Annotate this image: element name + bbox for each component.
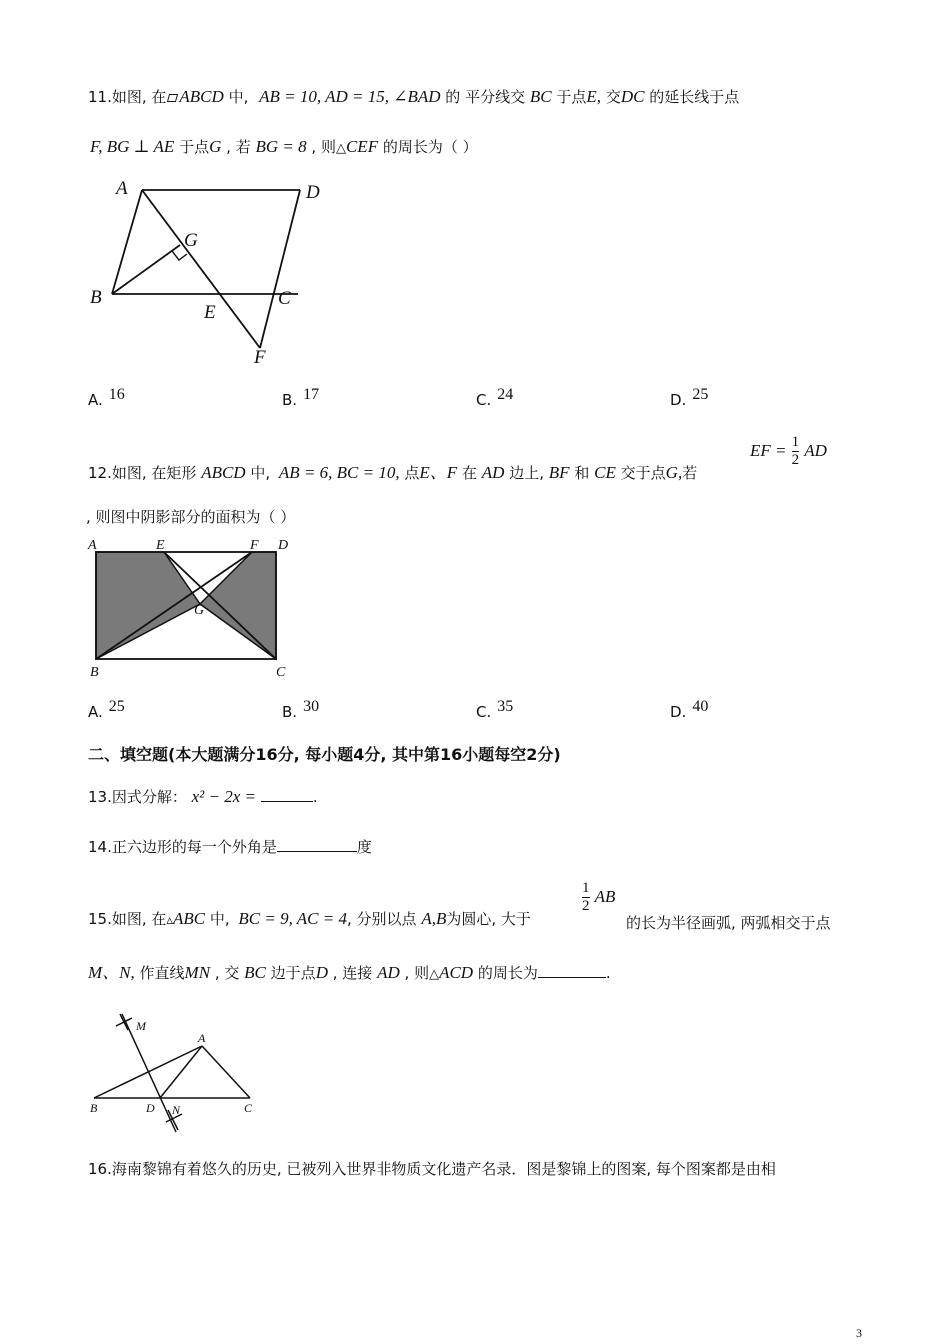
q12-line2: , 则图中阴影部分的面积为（ ）: [86, 508, 296, 526]
triangle-icon: △: [429, 967, 440, 982]
q11-option-a[interactable]: A. 16: [88, 386, 125, 409]
q12-label-b: B: [90, 665, 99, 680]
q12-figure: [84, 534, 304, 684]
q15-label-a: A: [198, 1031, 206, 1045]
q12-label-a: A: [88, 538, 97, 553]
q15-line1: 15.如图, 在▵ABC 中, BC = 9, AC = 4, 分别以点 A,B为圆心, 大于: [88, 909, 531, 928]
q12-label-c: C: [276, 665, 286, 680]
q12-label-d: D: [278, 538, 289, 553]
q11-label-d: D: [306, 182, 320, 203]
q12-ef-formula: EF = $\frac{1}{2}$ AD: [750, 434, 827, 468]
fraction-half: $\frac{1}{2}$: [791, 434, 800, 468]
q11-figure: [80, 172, 340, 372]
q15-line1-rest: 的长为半径画弧, 两弧相交于点: [626, 914, 831, 932]
q15-label-m: M: [136, 1019, 146, 1033]
fraction-half: $\frac{1}{2}$: [582, 880, 590, 914]
parallelogram-icon: [167, 94, 178, 102]
section-heading: 二、填空题(本大题满分16分, 每小题4分, 其中第16小题每空2分): [88, 745, 561, 764]
q12-label-f: F: [250, 538, 259, 553]
q11-text: 11.如图, 在: [88, 88, 167, 106]
q11-option-b[interactable]: B. 17: [282, 386, 320, 409]
q12-option-a[interactable]: A. 25: [88, 698, 125, 721]
q11-option-c[interactable]: C. 24: [476, 386, 514, 409]
triangle-icon: △: [335, 141, 346, 156]
q14-answer-blank[interactable]: [277, 851, 357, 852]
q15-answer-blank[interactable]: [538, 977, 606, 978]
q12-line1: 12.如图, 在矩形 ABCD 中, AB = 6, BC = 10, 点E、F 在 AD 边上, BF 和 CE 交于点G,若: [88, 463, 698, 482]
q14: 14.正六边形的每一个外角是 度: [88, 838, 372, 856]
q11-label-e: E: [204, 302, 216, 323]
q16: 16.海南黎锦有着悠久的历史, 已被列入世界非物质文化遗产名录．图是黎锦上的图案, 每个图案都是由相: [88, 1160, 776, 1178]
q12-label-g: G: [194, 603, 205, 618]
q15-label-c: C: [244, 1101, 253, 1115]
q13: 13.因式分解： x² − 2x = .: [88, 787, 318, 806]
q11-line1: 11.如图, 在 ABCD 中, AB = 10, AD = 15, ∠BAD 的 平分线交 BC 于点E, 交DC 的延长线于点: [88, 87, 740, 106]
q15-label-b: B: [90, 1101, 98, 1115]
q15-label-d: D: [146, 1101, 155, 1115]
q11-label-c: C: [278, 288, 291, 309]
triangle-icon: ▵: [166, 913, 173, 928]
q11-option-d[interactable]: D. 25: [670, 386, 709, 409]
q11-label-f: F: [254, 347, 266, 368]
q11-label-g: G: [184, 230, 198, 251]
q12-label-e: E: [156, 538, 165, 553]
q11-line2: F, BG ⊥ AE 于点G , 若 BG = 8 , 则△CEF 的周长为（ ）: [90, 137, 478, 156]
q12-option-d[interactable]: D. 40: [670, 698, 709, 721]
page-number: 3: [856, 1326, 862, 1340]
q15-label-n: N: [172, 1103, 181, 1117]
q11-label-a: A: [116, 178, 128, 199]
q15-figure: [84, 1004, 274, 1140]
q15-ab-formula: $\frac{1}{2}$ AB: [582, 880, 616, 914]
q12-option-c[interactable]: C. 35: [476, 698, 514, 721]
q12-option-b[interactable]: B. 30: [282, 698, 320, 721]
q15-line2: M、N, 作直线MN , 交 BC 边于点D , 连接 AD , 则△ACD 的周长为 .: [88, 963, 611, 982]
q11-label-b: B: [90, 287, 102, 308]
q13-answer-blank[interactable]: [261, 801, 313, 802]
